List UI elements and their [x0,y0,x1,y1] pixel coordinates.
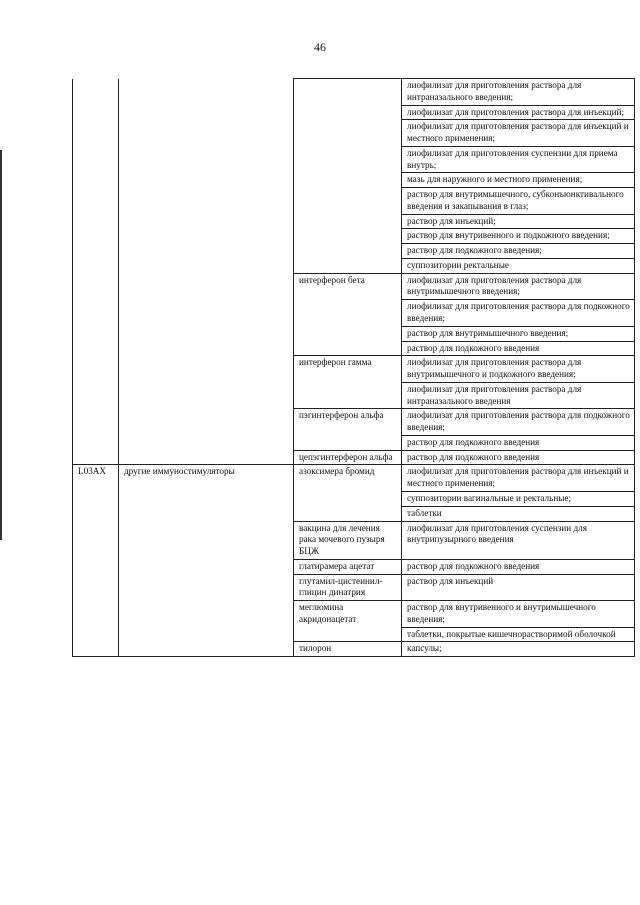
dosage-form-cell: раствор для подкожного введения [402,341,635,356]
dosage-form-cell: лиофилизат для приготовления раствора для интраназального введения [402,382,635,409]
drug-name-cell: интерферон бета [294,273,402,356]
table-row [73,465,635,492]
dosage-form-cell: лиофилизат для приготовления раствора для внутримышечного введения; [402,273,635,300]
drug-name-cell: цепэгинтерферон альфа [294,450,402,465]
dosage-form-cell: раствор для подкожного введения [402,435,635,450]
anatomical-group-cell [119,79,294,465]
dosage-form-cell: суппозитории вагинальные и ректальные; [402,491,635,506]
dosage-form-cell: капсулы; [402,642,635,657]
dosage-form-cell: раствор для подкожного введения [402,559,635,574]
dosage-form-cell: лиофилизат для приготовления раствора для инъекций и местного применения; [402,465,635,492]
drug-name-cell: глутамил-цистеинил-глицин динатрия [294,574,402,601]
dosage-form-cell: мазь для наружного и местного применения; [402,173,635,188]
drug-name-cell: пэгинтерферон альфа [294,409,402,450]
dosage-form-cell: раствор для инъекций [402,574,635,601]
dosage-form-cell: лиофилизат для приготовления суспензии для внутрипузырного введения [402,521,635,559]
drug-name-cell: меглюмина акридонацетат [294,601,402,642]
margin-mark [0,150,2,540]
dosage-form-cell: суппозитории ректальные [402,258,635,273]
dosage-form-cell: лиофилизат для приготовления раствора для инъекций и местного применения; [402,120,635,147]
dosage-form-cell: лиофилизат для приготовления раствора для подкожного введения; [402,300,635,327]
anatomical-group-cell: другие иммуностимуляторы [119,465,294,657]
atc-code-cell: L03AX [73,465,119,657]
dosage-form-cell: лиофилизат для приготовления раствора для интраназального введения; [402,79,635,106]
drug-name-cell: вакцина для лечения рака мочевого пузыря БЦЖ [294,521,402,559]
dosage-form-cell: раствор для подкожного введения; [402,244,635,259]
drug-name-cell: глатирамера ацетат [294,559,402,574]
drug-name-cell: тилорон [294,642,402,657]
dosage-form-cell: раствор для внутривенного и внутримышечного введения; [402,601,635,628]
page-number: 46 [314,40,326,54]
dosage-form-cell: раствор для инъекций; [402,214,635,229]
dosage-form-cell: раствор для внутривенного и подкожного введения; [402,229,635,244]
dosage-form-cell: раствор для внутримышечного, субконъюнктивального введения и закапывания в глаз; [402,188,635,215]
drug-name-cell: азоксимера бромид [294,465,402,521]
dosage-form-cell: лиофилизат для приготовления раствора для инъекций; [402,105,635,120]
drug-table-body [73,79,635,657]
atc-code-cell [73,79,119,465]
dosage-form-cell: раствор для внутримышечного введения; [402,326,635,341]
dosage-form-cell: лиофилизат для приготовления суспензии для приема внутрь; [402,146,635,173]
dosage-form-cell: лиофилизат для приготовления раствора для внутримышечного и подкожного введения; [402,356,635,383]
drug-name-cell [294,79,402,274]
dosage-form-cell: таблетки [402,506,635,521]
dosage-form-cell: раствор для подкожного введения [402,450,635,465]
drug-name-cell: интерферон гамма [294,356,402,409]
dosage-form-cell: таблетки, покрытые кишечнорастворимой оболочкой [402,627,635,642]
dosage-form-cell: лиофилизат для приготовления раствора для подкожного введения; [402,409,635,436]
drug-table [72,78,635,657]
table-row [73,79,635,106]
